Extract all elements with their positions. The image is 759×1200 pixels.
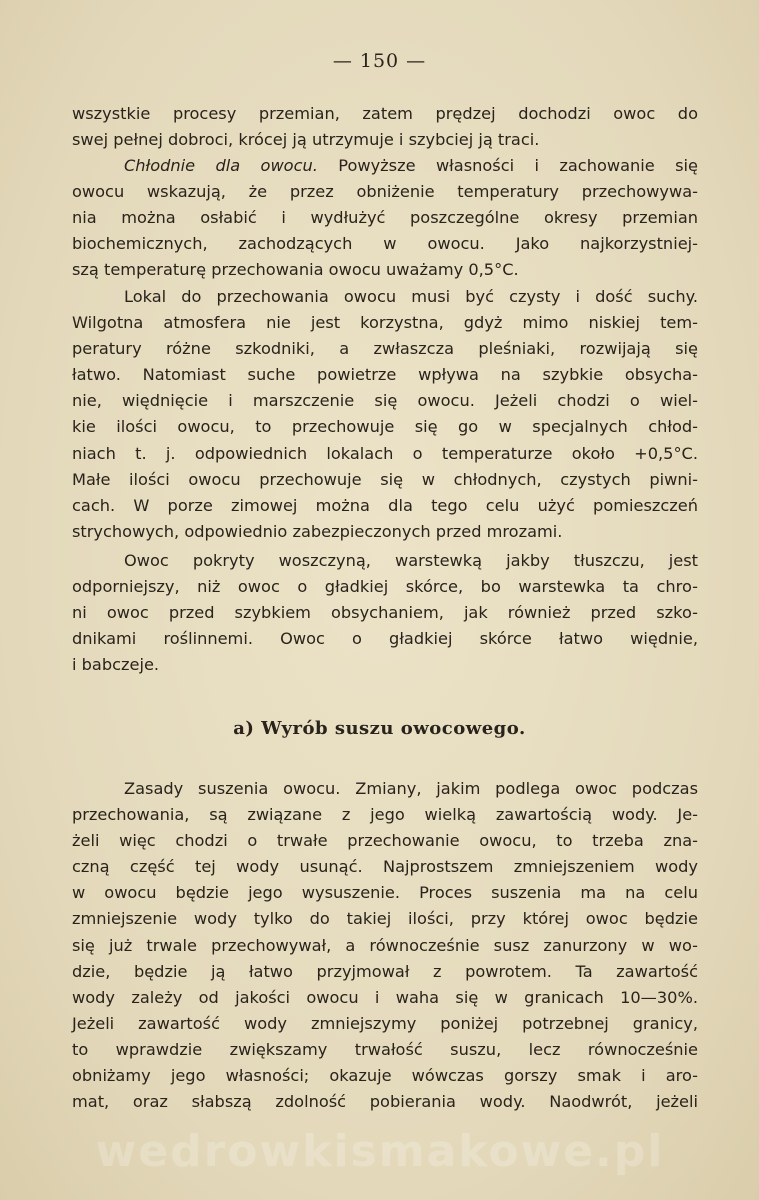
page-number: — 150 — [332, 50, 427, 72]
section-heading: a) Wyrób suszu owocowego. [233, 718, 526, 739]
section-lead-zasady: Zasady suszenia owocu. [124, 779, 341, 798]
text-line: owocu wskazują, że przez obniżenie temperatury przechowywa- [72, 182, 698, 202]
text-line: wody zależy od jakości owocu i waha się w granicach 10—30%. [72, 987, 698, 1007]
text-line: wszystkie procesy przemian, zatem prędzej dochodzi owoc do [72, 104, 698, 123]
text-line: ni owoc przed szybkiem obsychaniem, jak również przed szko- [72, 603, 698, 623]
text-line: Lokal do przechowania owocu musi być czysty i dość suchy. [124, 287, 698, 306]
paragraph-5 [72, 776, 698, 1115]
text-line: swej pełnej dobroci, krócej ją utrzymuje i szybciej ją traci. [72, 130, 540, 150]
text-line: obniżamy jego własności; okazuje wówczas gorszy smak i aro- [72, 1066, 698, 1086]
paragraph-4 [72, 548, 698, 678]
text-line [72, 776, 698, 802]
text-line: i babczeje. [72, 655, 160, 675]
text-line: nie, więdnięcie i marszczenie się owocu. Jeżeli chodzi o wiel- [72, 391, 698, 411]
text-line [72, 153, 698, 179]
text-line: nia można osłabić i wydłużyć poszczególne okresy przemian [72, 208, 698, 228]
text-line: to wprawdzie zwiększamy trwałość suszu, lecz równocześnie [72, 1039, 698, 1059]
text-line: Wilgotna atmosfera nie jest korzystna, gdyż mimo niskiej tem- [72, 313, 698, 333]
text-line: łatwo. Natomiast suche powietrze wpływa na szybkie obsycha- [72, 365, 698, 385]
text-line: dzie, będzie ją łatwo przyjmował z powrotem. Ta zawartość [72, 961, 698, 981]
text-fragment: Zmiany, jakim podlega owoc podczas [340, 779, 698, 798]
paragraph-2 [72, 153, 698, 283]
text-line: zmniejszenie wody tylko do takiej ilości, przy której owoc będzie [72, 909, 698, 929]
text-line: szą temperaturę przechowania owocu uważamy 0,5°C. [72, 260, 519, 280]
text-line: Małe ilości owocu przechowuje się w chłodnych, czystych piwni- [72, 469, 698, 489]
text-line: mat, oraz słabszą zdolność pobierania wody. Naodwrót, jeżeli [72, 1092, 698, 1112]
text-line: Owoc pokryty woszczyną, warstewką jakby tłuszczu, jest [124, 551, 698, 570]
text-line: żeli więc chodzi o trwałe przechowanie owocu, to trzeba zna- [72, 831, 698, 851]
paragraph-1 [72, 101, 698, 153]
text-line: dnikami roślinnemi. Owoc o gładkiej skórce łatwo więdnie, [72, 629, 698, 649]
text-line: Jeżeli zawartość wody zmniejszymy poniżej potrzebnej granicy, [72, 1013, 698, 1033]
text-line: biochemicznych, zachodzących w owocu. Jako najkorzystniej- [72, 234, 698, 254]
watermark: wedrowkismakowe.pl [95, 1126, 665, 1177]
text-line: cach. W porze zimowej można dla tego celu użyć pomieszczeń [72, 495, 698, 515]
text-line: czną część tej wody usunąć. Najprostszem zmniejszeniem wody [72, 857, 698, 877]
text-line: kie ilości owocu, to przechowuje się go w specjalnych chłod- [72, 417, 698, 437]
text-line: strychowych, odpowiednio zabezpieczonych przed mrozami. [72, 521, 563, 541]
text-fragment: Powyższe własności i zachowanie się [317, 156, 698, 175]
text-line: przechowania, są związane z jego wielką zawartością wody. Je- [72, 805, 698, 825]
text-line: peratury różne szkodniki, a zwłaszcza pleśniaki, rozwijają się [72, 339, 698, 359]
text-line: odporniejszy, niż owoc o gładkiej skórce, bo warstewka ta chro- [72, 577, 698, 597]
text-line: niach t. j. odpowiednich lokalach o temperaturze około +0,5°C. [72, 443, 698, 463]
text-line: się już trwale przechowywał, a równocześnie susz zanurzony w wo- [72, 935, 698, 955]
section-lead-chlodnie: Chłodnie dla owocu. [124, 156, 318, 175]
paragraph-3 [72, 284, 698, 545]
text-line: w owocu będzie jego wysuszenie. Proces suszenia ma na celu [72, 883, 698, 903]
